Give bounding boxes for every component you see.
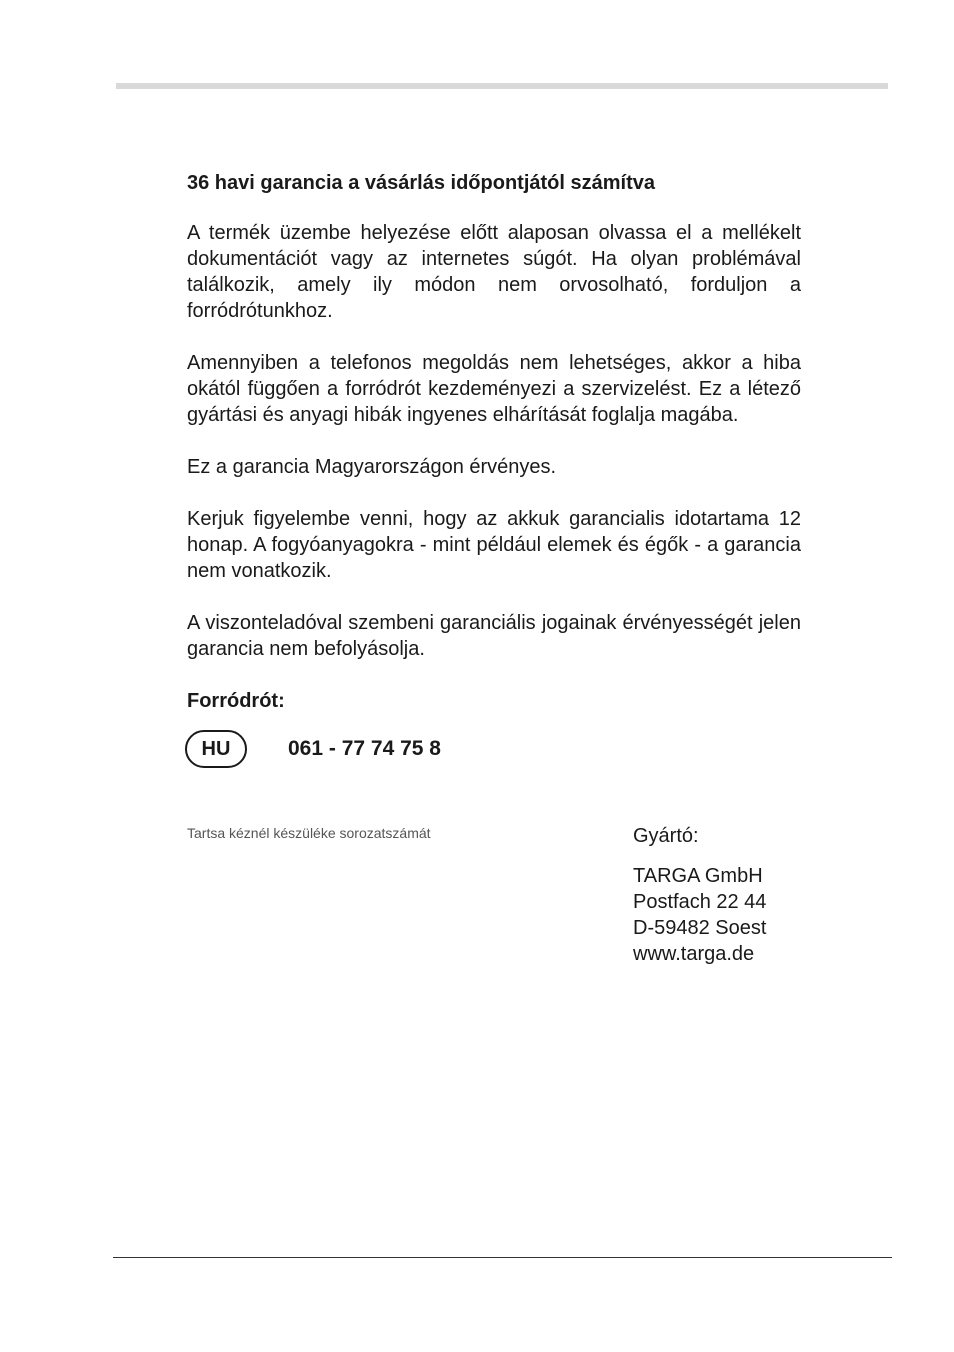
top-divider xyxy=(116,83,888,89)
hotline-phone: 061 - 77 74 75 8 xyxy=(288,737,441,760)
warranty-heading: 36 havi garancia a vásárlás időpontjától számítva xyxy=(187,172,655,194)
manufacturer-city: D-59482 Soest xyxy=(633,917,767,939)
warranty-paragraph-4: Kerjuk figyelembe venni, hogy az akkuk garancialis idotartama 12 honap. A fogyóanyagokra - mint például elemek és égők - a garancia nem vonatkozik. xyxy=(187,508,801,582)
warranty-paragraph-1: A termék üzembe helyezése előtt alaposan olvassa el a mellékelt dokumentációt vagy az internetes súgót. Ha olyan problémával találkozik, amely ily módon nem orvosolható, forduljon a forródrótunkhoz. xyxy=(187,222,801,322)
bottom-divider xyxy=(113,1257,892,1258)
manufacturer-website: www.targa.de xyxy=(633,943,755,965)
warranty-paragraph-3: Ez a garancia Magyarországon érvényes. xyxy=(187,456,557,478)
serial-number-note: Tartsa kéznél készüléke sorozatszámát xyxy=(187,825,431,841)
warranty-paragraph-2: Amennyiben a telefonos megoldás nem lehetséges, akkor a hiba okától függően a forródrót kezdeményezi a szervizelést. Ez a létező gyártási és anyagi hibák ingyenes elhárítását foglalja magába. xyxy=(187,352,801,426)
country-badge: HU xyxy=(185,730,247,768)
manufacturer-name: TARGA GmbH xyxy=(633,865,763,887)
manufacturer-label: Gyártó: xyxy=(633,825,699,847)
manufacturer-postbox: Postfach 22 44 xyxy=(633,891,767,913)
hotline-row xyxy=(187,728,801,770)
manufacturer-block xyxy=(633,823,766,967)
warranty-section xyxy=(187,170,801,770)
hotline-title: Forródrót: xyxy=(187,690,285,712)
warranty-paragraph-5: A viszonteladóval szembeni garanciális jogainak érvényességét jelen garancia nem befolyásolja. xyxy=(187,612,801,660)
